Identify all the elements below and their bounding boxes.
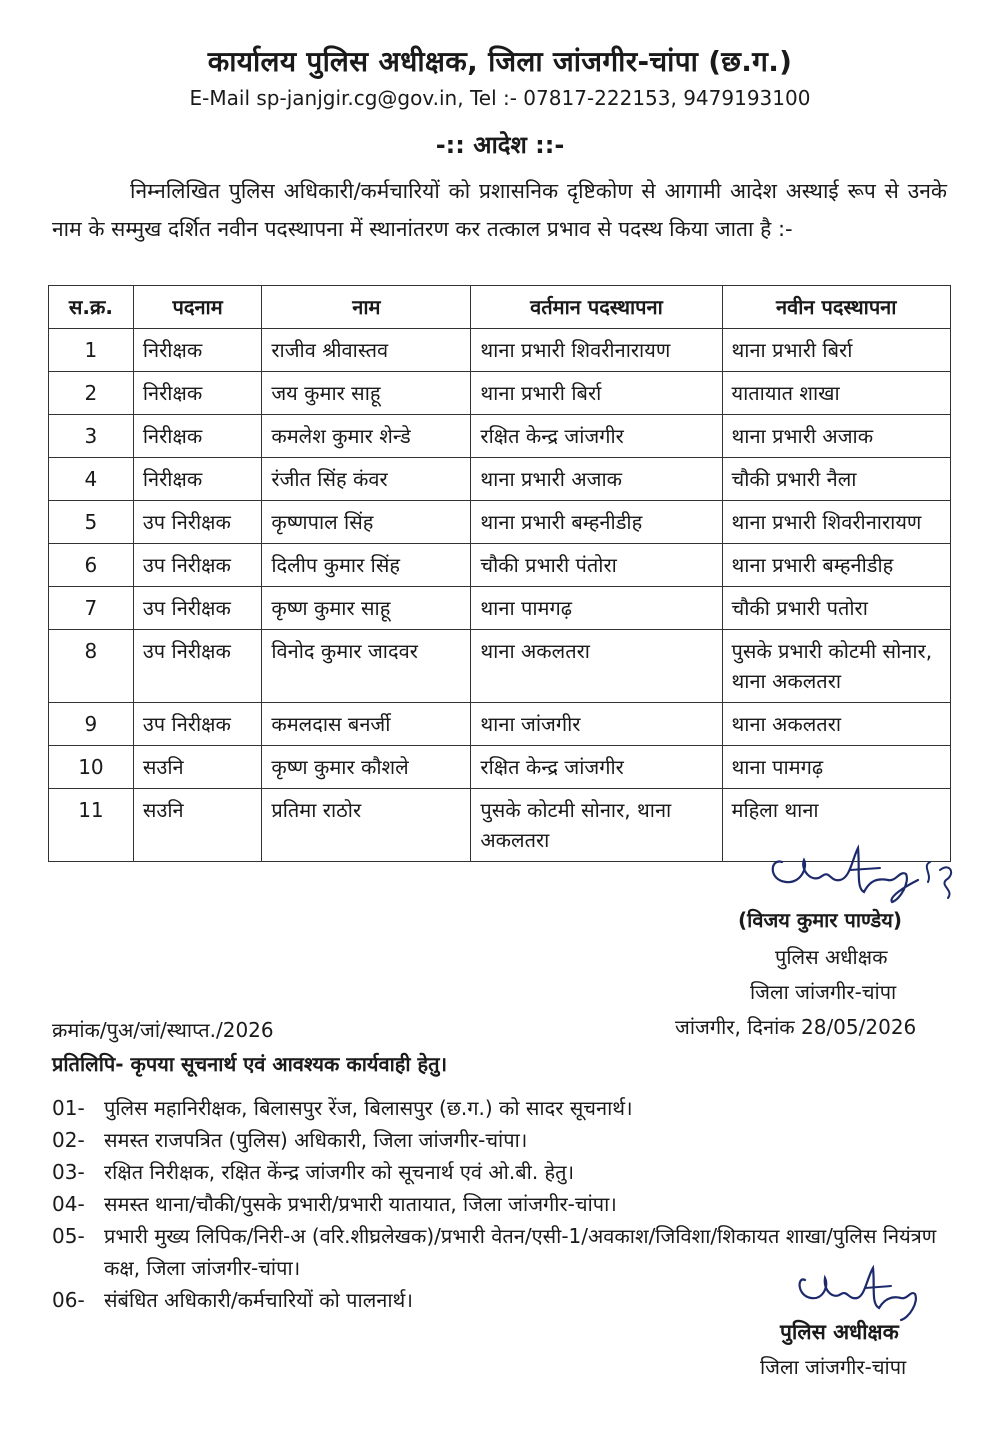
list-item-number: 01-: [52, 1096, 85, 1120]
footer-signature-image: [795, 1262, 935, 1322]
cell-current-posting: थाना अकलतरा: [471, 630, 722, 703]
cell-current-posting: पुसके कोटमी सोनार, थाना अकलतरा: [471, 789, 722, 862]
cell-rank: उप निरीक्षक: [133, 587, 262, 630]
cell-current-posting: थाना प्रभारी बम्हनीडीह: [471, 501, 722, 544]
header-name: नाम: [262, 286, 471, 329]
header-serial: स.क्र.: [49, 286, 134, 329]
list-item-text: प्रभारी मुख्य लिपिक/निरी-अ (वरि.शीघ्रलेखक)/प्रभारी वेतन/एसी-1/अवकाश/जिविशा/शिकायत शाखा/पुलिस नियंत्रण कक्ष, जिला जांजगीर-चांपा।: [104, 1224, 937, 1280]
cell-new-posting: थाना प्रभारी बम्हनीडीह: [722, 544, 951, 587]
cell-new-posting: थाना पामगढ़: [722, 746, 951, 789]
list-item-text: संबंधित अधिकारी/कर्मचारियों को पालनार्थ।: [104, 1288, 413, 1312]
footer-office: जिला जांजगीर-चांपा: [760, 1355, 907, 1379]
contact-line: E-Mail sp-janjgir.cg@gov.in, Tel :- 07817-222153, 9479193100: [189, 86, 811, 110]
cell-name: जय कुमार साहू: [262, 372, 471, 415]
cell-new-posting: थाना प्रभारी बिर्रा: [722, 329, 951, 372]
cell-new-posting: यातायात शाखा: [722, 372, 951, 415]
cell-current-posting: थाना प्रभारी बिर्रा: [471, 372, 722, 415]
cell-serial: 8: [49, 630, 134, 703]
list-item-text: समस्त राजपत्रित (पुलिस) अधिकारी, जिला जांजगीर-चांपा।: [104, 1128, 528, 1152]
footer-designation: पुलिस अधीक्षक: [780, 1320, 899, 1344]
cell-new-posting: चौकी प्रभारी नैला: [722, 458, 951, 501]
list-item-text: पुलिस महानिरीक्षक, बिलासपुर रेंज, बिलासपुर (छ.ग.) को सादर सूचनार्थ।: [104, 1096, 633, 1120]
cell-name: कृष्ण कुमार कौशले: [262, 746, 471, 789]
cell-new-posting: थाना अकलतरा: [722, 703, 951, 746]
cell-current-posting: थाना प्रभारी अजाक: [471, 458, 722, 501]
cell-current-posting: रक्षित केन्द्र जांजगीर: [471, 746, 722, 789]
cell-name: प्रतिमा राठोर: [262, 789, 471, 862]
cell-name: दिलीप कुमार सिंह: [262, 544, 471, 587]
list-item: [52, 1188, 947, 1220]
list-item-number: 06-: [52, 1288, 85, 1312]
cell-rank: निरीक्षक: [133, 329, 262, 372]
cell-rank: निरीक्षक: [133, 415, 262, 458]
cell-serial: 6: [49, 544, 134, 587]
list-item: [52, 1092, 947, 1124]
cell-name: विनोद कुमार जादवर: [262, 630, 471, 703]
cell-serial: 4: [49, 458, 134, 501]
cell-rank: उप निरीक्षक: [133, 630, 262, 703]
cell-new-posting: थाना प्रभारी अजाक: [722, 415, 951, 458]
cell-new-posting: चौकी प्रभारी पतोरा: [722, 587, 951, 630]
cell-current-posting: चौकी प्रभारी पंतोरा: [471, 544, 722, 587]
cell-current-posting: रक्षित केन्द्र जांजगीर: [471, 415, 722, 458]
table-header-row: [49, 286, 951, 329]
order-heading: -:: आदेश ::-: [435, 131, 565, 159]
cell-rank: उप निरीक्षक: [133, 703, 262, 746]
cell-name: कृष्णपाल सिंह: [262, 501, 471, 544]
list-item-number: 03-: [52, 1160, 85, 1184]
signer-office: जिला जांजगीर-चांपा: [750, 980, 897, 1004]
list-item: [52, 1124, 947, 1156]
list-item-number: 04-: [52, 1192, 85, 1216]
copy-heading: प्रतिलिपि- कृपया सूचनार्थ एवं आवश्यक कार्यवाही हेतु।: [52, 1052, 448, 1076]
cell-rank: उप निरीक्षक: [133, 501, 262, 544]
table-row: [49, 703, 951, 746]
office-title: कार्यालय पुलिस अधीक्षक, जिला जांजगीर-चांपा (छ.ग.): [207, 45, 793, 78]
header-rank: पदनाम: [133, 286, 262, 329]
signer-name: (विजय कुमार पाण्डेय): [738, 908, 902, 932]
table-body: [49, 329, 951, 862]
cell-name: कमलेश कुमार शेन्डे: [262, 415, 471, 458]
transfer-table: [48, 285, 951, 862]
table-row: [49, 630, 951, 703]
cell-name: कृष्ण कुमार साहू: [262, 587, 471, 630]
cell-current-posting: थाना प्रभारी शिवरीनारायण: [471, 329, 722, 372]
table-row: [49, 501, 951, 544]
table-row: [49, 458, 951, 501]
cell-serial: 2: [49, 372, 134, 415]
list-item-text: समस्त थाना/चौकी/पुसके प्रभारी/प्रभारी यातायात, जिला जांजगीर-चांपा।: [104, 1192, 617, 1216]
cell-current-posting: थाना पामगढ़: [471, 587, 722, 630]
cell-rank: निरीक्षक: [133, 372, 262, 415]
cell-serial: 5: [49, 501, 134, 544]
cell-rank: निरीक्षक: [133, 458, 262, 501]
cell-new-posting: पुसके प्रभारी कोटमी सोनार, थाना अकलतरा: [722, 630, 951, 703]
cell-rank: उप निरीक्षक: [133, 544, 262, 587]
cell-name: कमलदास बनर्जी: [262, 703, 471, 746]
signature-image: [760, 840, 970, 908]
cell-current-posting: थाना जांजगीर: [471, 703, 722, 746]
table-row: [49, 544, 951, 587]
table-row: [49, 372, 951, 415]
table-row: [49, 746, 951, 789]
place-date: जांजगीर, दिनांक 28/05/2026: [675, 1015, 917, 1039]
cell-serial: 1: [49, 329, 134, 372]
cell-rank: सउनि: [133, 789, 262, 862]
cell-serial: 3: [49, 415, 134, 458]
cell-name: रंजीत सिंह कंवर: [262, 458, 471, 501]
cell-serial: 11: [49, 789, 134, 862]
table-row: [49, 415, 951, 458]
list-item: [52, 1156, 947, 1188]
cell-serial: 10: [49, 746, 134, 789]
header-current-posting: वर्तमान पदस्थापना: [471, 286, 722, 329]
table-row: [49, 587, 951, 630]
cell-serial: 7: [49, 587, 134, 630]
cell-rank: सउनि: [133, 746, 262, 789]
list-item-text: रक्षित निरीक्षक, रक्षित केंन्द्र जांजगीर को सूचनार्थ एवं ओ.बी. हेतु।: [104, 1160, 575, 1184]
order-intro: निम्नलिखित पुलिस अधिकारी/कर्मचारियों को प्रशासनिक दृष्टिकोण से आगामी आदेश अस्थाई रूप से उनके नाम के सम्मुख दर्शित नवीन पदस्थापना में स्थानांतरण कर तत्काल प्रभाव से पदस्थ किया जाता है :-: [52, 179, 947, 241]
cell-name: राजीव श्रीवास्तव: [262, 329, 471, 372]
list-item-number: 02-: [52, 1128, 85, 1152]
header-new-posting: नवीन पदस्थापना: [722, 286, 951, 329]
reference-number: क्रमांक/पुअ/जां/स्थाप्त./2026: [52, 1018, 274, 1042]
table-row: [49, 329, 951, 372]
list-item-number: 05-: [52, 1224, 85, 1248]
cell-new-posting: महिला थाना: [722, 789, 951, 862]
cell-new-posting: थाना प्रभारी शिवरीनारायण: [722, 501, 951, 544]
signer-designation: पुलिस अधीक्षक: [775, 945, 888, 969]
cell-serial: 9: [49, 703, 134, 746]
